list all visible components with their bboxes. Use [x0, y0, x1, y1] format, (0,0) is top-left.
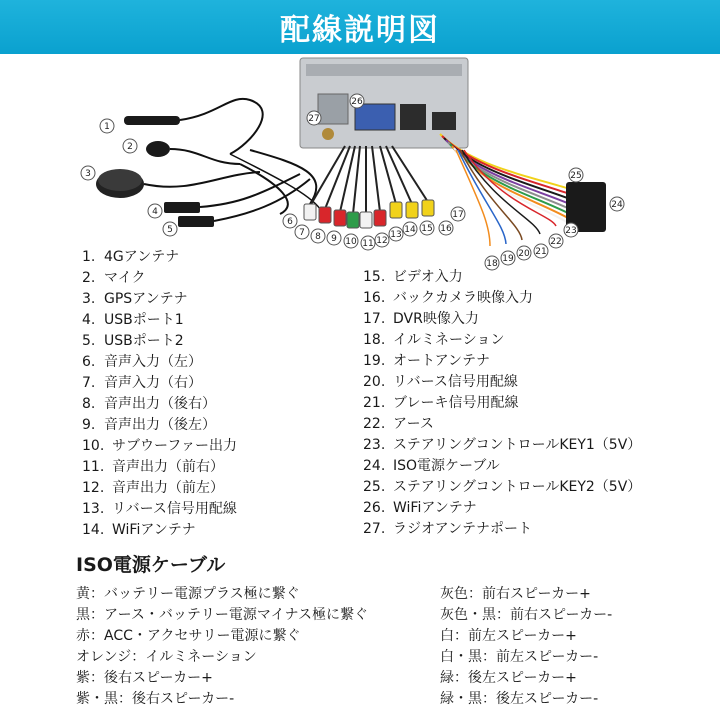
legend-item: 24. ISO電源ケーブル	[363, 458, 500, 474]
svg-text:27: 27	[308, 114, 320, 124]
callout-16	[439, 221, 453, 235]
callout-11	[361, 236, 375, 250]
iso-wire-item: 灰色・黒：前右スピーカー-	[440, 607, 613, 623]
wiring-diagram	[0, 54, 720, 274]
callout-10	[344, 234, 358, 248]
legend-item: 17. DVR映像入力	[363, 311, 479, 327]
callout-19	[501, 251, 515, 265]
svg-text:4: 4	[152, 207, 158, 217]
callout-3	[81, 166, 95, 180]
svg-text:11: 11	[362, 239, 374, 249]
iso-wire-item: 黄：バッテリー電源プラス極に繋ぐ	[76, 586, 300, 602]
callout-2	[123, 139, 137, 153]
svg-text:26: 26	[351, 97, 363, 107]
iso-wire-item: 紫・黒：後右スピーカー-	[76, 691, 235, 707]
callout-8	[311, 229, 325, 243]
svg-text:6: 6	[287, 217, 293, 227]
gps-antenna	[96, 169, 260, 198]
iso-wire-item: 黒：アース・バッテリー電源マイナス極に繋ぐ	[76, 607, 369, 623]
4g-antenna	[124, 99, 263, 154]
callout-20	[517, 246, 531, 260]
callout-9	[327, 231, 341, 245]
callout-25	[569, 168, 583, 182]
svg-text:16: 16	[440, 224, 452, 234]
callout-23	[564, 223, 578, 237]
header-banner	[0, 0, 720, 54]
callout-22	[549, 234, 563, 248]
svg-text:5: 5	[167, 225, 173, 235]
iso-wire-item: 灰色：前右スピーカー+	[440, 586, 591, 602]
legend-item: 25. ステアリングコントロールKEY2（5V）	[363, 479, 642, 495]
legend-item: 11. 音声出力（前右）	[82, 459, 224, 475]
legend-item: 21. ブレーキ信号用配線	[363, 395, 519, 411]
callout-13	[389, 227, 403, 241]
callout-4	[148, 204, 162, 218]
legend-item: 20. リバース信号用配線	[363, 374, 518, 390]
iso-wire-item: 白・黒：前左スピーカー-	[440, 649, 599, 665]
svg-text:7: 7	[299, 228, 305, 238]
svg-text:23: 23	[565, 226, 577, 236]
svg-text:21: 21	[535, 247, 547, 257]
callout-6	[283, 214, 297, 228]
legend-item: 23. ステアリングコントロールKEY1（5V）	[363, 437, 642, 453]
svg-text:10: 10	[345, 237, 357, 247]
svg-text:14: 14	[404, 225, 416, 235]
svg-text:13: 13	[390, 230, 402, 240]
legend-item: 8. 音声出力（後右）	[82, 396, 216, 412]
callout-1	[100, 119, 114, 133]
legend-item: 16. バックカメラ映像入力	[363, 290, 533, 306]
legend-item: 26. WiFiアンテナ	[363, 500, 477, 516]
legend-item: 22. アース	[363, 416, 434, 432]
page-title: 配線説明図	[280, 13, 440, 48]
iso-wire-item: 緑・黒：後左スピーカー-	[440, 691, 599, 707]
callout-27	[307, 111, 321, 125]
legend-item: 2. マイク	[82, 270, 146, 286]
svg-text:12: 12	[376, 236, 388, 246]
legend-item: 27. ラジオアンテナポート	[363, 521, 533, 537]
legend-item: 5. USBポート2	[82, 333, 184, 349]
legend-item: 19. オートアンテナ	[363, 353, 491, 369]
svg-text:20: 20	[518, 249, 530, 259]
head-unit	[300, 58, 468, 148]
svg-text:17: 17	[452, 210, 464, 220]
legend-column-1	[82, 247, 237, 541]
iso-wire-item: 緑：後左スピーカー+	[440, 670, 577, 686]
svg-text:25: 25	[570, 171, 582, 181]
legend-item: 7. 音声入力（右）	[82, 375, 202, 391]
iso-wire-item: 白：前左スピーカー+	[440, 628, 577, 644]
callout-24	[610, 197, 624, 211]
svg-text:18: 18	[486, 259, 498, 269]
svg-text:15: 15	[421, 224, 433, 234]
svg-text:8: 8	[315, 232, 321, 242]
svg-text:22: 22	[550, 237, 562, 247]
legend-column-2	[363, 267, 641, 540]
callout-7	[295, 225, 309, 239]
callout-14	[403, 222, 417, 236]
svg-text:2: 2	[127, 142, 133, 152]
iso-wire-item: オレンジ：イルミネーション	[76, 649, 257, 665]
callout-12	[375, 233, 389, 247]
legend-item: 13. リバース信号用配線	[82, 501, 237, 517]
iso-wire-item: 赤：ACC・アクセサリー電源に繋ぐ	[76, 628, 301, 644]
microphone	[146, 141, 240, 164]
callout-26	[350, 94, 364, 108]
legend-item: 6. 音声入力（左）	[82, 354, 202, 370]
svg-text:1: 1	[104, 122, 110, 132]
rca-connectors	[304, 146, 434, 228]
callout-17	[451, 207, 465, 221]
legend-item: 14. WiFiアンテナ	[82, 522, 196, 538]
iso-list-right	[440, 584, 612, 710]
legend-item: 9. 音声出力（後左）	[82, 417, 216, 433]
legend-item: 15. ビデオ入力	[363, 269, 463, 285]
callout-21	[534, 244, 548, 258]
svg-text:9: 9	[331, 234, 337, 244]
legend-item: 3. GPSアンテナ	[82, 291, 188, 307]
legend-item: 1. 4Gアンテナ	[82, 249, 180, 265]
svg-text:3: 3	[85, 169, 91, 179]
legend-item: 18. イルミネーション	[363, 332, 505, 348]
legend-item: 4. USBポート1	[82, 312, 184, 328]
iso-section-title: ISO電源ケーブル	[76, 554, 226, 576]
callout-15	[420, 221, 434, 235]
callout-5	[163, 222, 177, 236]
svg-text:24: 24	[611, 200, 623, 210]
iso-list-left	[76, 584, 368, 710]
iso-wire-item: 紫：後右スピーカー+	[76, 670, 213, 686]
legend-item: 12. 音声出力（前左）	[82, 480, 224, 496]
legend-item: 10. サブウーファー出力	[82, 438, 238, 454]
iso-wire-harness	[440, 134, 606, 246]
svg-text:19: 19	[502, 254, 514, 264]
